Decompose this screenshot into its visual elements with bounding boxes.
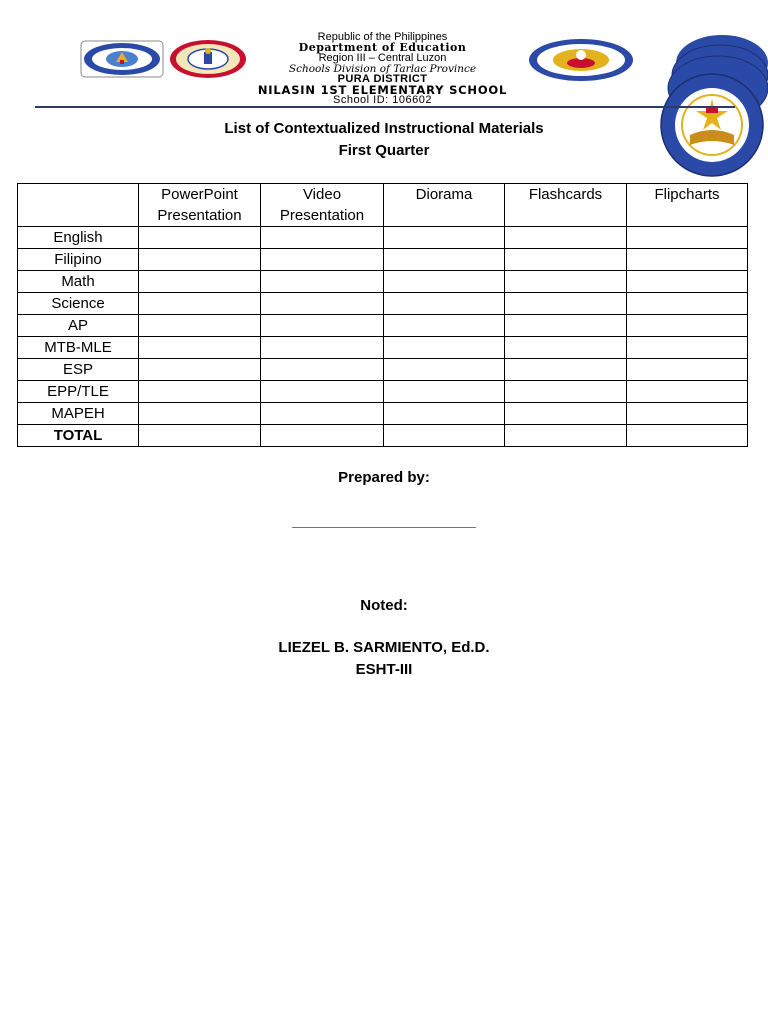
entry-cell[interactable] [505, 315, 627, 337]
entry-cell[interactable] [505, 337, 627, 359]
department-line: Department of Education [298, 40, 467, 54]
division-line: Schools Division of Tarlac Province [288, 62, 477, 75]
entry-cell[interactable] [261, 359, 384, 381]
entry-cell[interactable] [139, 381, 261, 403]
entry-cell[interactable] [261, 249, 384, 271]
entry-cell[interactable] [139, 249, 261, 271]
school-id-line: School ID: 106602 [332, 94, 432, 106]
header-diorama: Diorama [384, 184, 505, 227]
subject-cell: English [18, 227, 139, 249]
school-division-seal-logo [168, 39, 248, 79]
subject-cell: Science [18, 293, 139, 315]
entry-cell[interactable] [139, 227, 261, 249]
entry-cell[interactable] [384, 227, 505, 249]
table-row [18, 359, 748, 381]
school-seal-logo [528, 38, 634, 82]
entry-cell[interactable] [505, 293, 627, 315]
table-row [18, 271, 748, 293]
subject-cell: MAPEH [18, 403, 139, 425]
entry-cell[interactable] [384, 249, 505, 271]
letterhead [240, 32, 525, 106]
entry-cell[interactable] [261, 315, 384, 337]
table-row [18, 315, 748, 337]
region-line: Region III – Central Luzon [318, 52, 447, 64]
entry-cell[interactable] [505, 271, 627, 293]
entry-cell[interactable] [384, 271, 505, 293]
entry-cell[interactable] [139, 271, 261, 293]
subject-cell: MTB-MLE [18, 337, 139, 359]
total-row [18, 425, 748, 447]
entry-cell[interactable] [139, 293, 261, 315]
deped-seal-logo [80, 40, 164, 78]
header-empty-cell [18, 184, 139, 227]
noted-position: ESHT-III [355, 661, 413, 678]
entry-cell[interactable] [384, 293, 505, 315]
entry-cell[interactable] [384, 315, 505, 337]
table-row [18, 249, 748, 271]
entry-cell[interactable] [139, 315, 261, 337]
subject-cell: Filipino [18, 249, 139, 271]
table-row [18, 293, 748, 315]
prepared-by-label: Prepared by: [338, 469, 430, 486]
entry-cell[interactable] [384, 381, 505, 403]
document-subtitle: First Quarter [338, 142, 430, 159]
entry-cell[interactable] [505, 249, 627, 271]
entry-cell[interactable] [384, 403, 505, 425]
entry-cell[interactable] [627, 359, 748, 381]
table-row [18, 337, 748, 359]
header-powerpoint: PowerPoint Presentation [139, 184, 261, 227]
entry-cell[interactable] [139, 403, 261, 425]
table-row [18, 227, 748, 249]
subject-cell: EPP/TLE [18, 381, 139, 403]
entry-cell[interactable] [139, 337, 261, 359]
entry-cell[interactable] [627, 403, 748, 425]
table-row [18, 403, 748, 425]
entry-cell[interactable] [261, 227, 384, 249]
entry-cell[interactable] [384, 337, 505, 359]
right-school-seal-logo [660, 33, 768, 183]
subject-cell: Math [18, 271, 139, 293]
materials-table [17, 183, 748, 447]
entry-cell[interactable] [505, 381, 627, 403]
signature-line: ______________________ [292, 513, 476, 530]
subject-cell: TOTAL [18, 425, 139, 447]
entry-cell[interactable] [505, 227, 627, 249]
entry-cell[interactable] [384, 425, 505, 447]
entry-cell[interactable] [627, 337, 748, 359]
header-video: Video Presentation [261, 184, 384, 227]
entry-cell[interactable] [627, 249, 748, 271]
header-divider [35, 106, 735, 108]
entry-cell[interactable] [627, 381, 748, 403]
subject-cell: AP [18, 315, 139, 337]
entry-cell[interactable] [261, 425, 384, 447]
entry-cell[interactable] [139, 425, 261, 447]
entry-cell[interactable] [505, 359, 627, 381]
school-name-line: NILASIN 1ST ELEMENTARY SCHOOL [257, 82, 508, 97]
header-flipcharts: Flipcharts [627, 184, 748, 227]
noted-name: LIEZEL B. SARMIENTO, Ed.D. [278, 639, 490, 656]
entry-cell[interactable] [627, 315, 748, 337]
entry-cell[interactable] [627, 271, 748, 293]
entry-cell[interactable] [261, 271, 384, 293]
table-row [18, 381, 748, 403]
district-line: PURA DISTRICT [337, 73, 428, 85]
entry-cell[interactable] [627, 227, 748, 249]
entry-cell[interactable] [384, 359, 505, 381]
header-flashcards: Flashcards [505, 184, 627, 227]
entry-cell[interactable] [261, 337, 384, 359]
noted-label: Noted: [360, 597, 408, 614]
entry-cell[interactable] [505, 403, 627, 425]
entry-cell[interactable] [505, 425, 627, 447]
entry-cell[interactable] [139, 359, 261, 381]
subject-cell: ESP [18, 359, 139, 381]
entry-cell[interactable] [261, 293, 384, 315]
entry-cell[interactable] [261, 381, 384, 403]
entry-cell[interactable] [261, 403, 384, 425]
entry-cell[interactable] [627, 293, 748, 315]
republic-line: Republic of the Philippines [317, 31, 448, 43]
document-title: List of Contextualized Instructional Materials [224, 120, 544, 137]
table-header-row [18, 184, 748, 227]
entry-cell[interactable] [627, 425, 748, 447]
